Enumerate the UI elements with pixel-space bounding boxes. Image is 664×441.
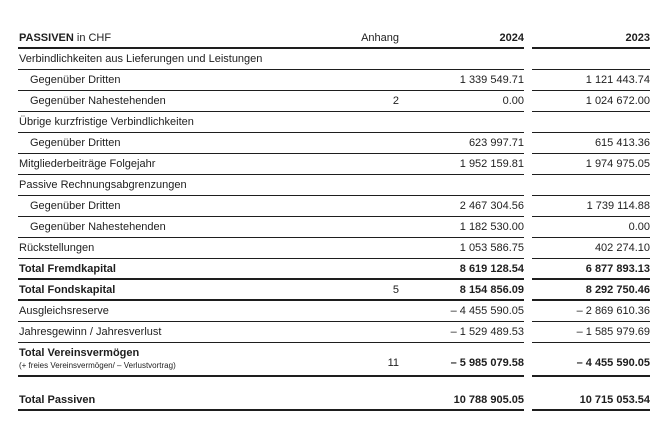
row-label: Gegenüber Nahestehenden — [18, 217, 416, 238]
total-equity-sublabel: (+ freies Vereinsvermögen/ – Verlustvortrag) — [19, 361, 176, 370]
row-label: Total Fondskapital — [18, 280, 416, 301]
year-2024-header: 2024 — [408, 28, 524, 49]
total-row — [18, 259, 650, 280]
value-2023: 0.00 — [532, 217, 650, 238]
value-2023: 1 739 114.88 — [532, 196, 650, 217]
table-row — [18, 49, 650, 70]
value-2024 — [408, 112, 524, 133]
table-row — [18, 175, 650, 196]
table-row — [18, 112, 650, 133]
value-2024: 10 788 905.05 — [408, 390, 524, 411]
value-2023: 1 974 975.05 — [532, 154, 650, 175]
row-label: Rückstellungen — [18, 238, 416, 259]
value-2023: 8 292 750.46 — [532, 280, 650, 301]
table-row — [18, 322, 650, 343]
row-label: Gegenüber Dritten — [18, 70, 416, 91]
value-2023: – 2 869 610.36 — [532, 301, 650, 322]
note-reference: 2 — [392, 95, 399, 107]
value-2023: – 1 585 979.69 — [532, 322, 650, 343]
table-row — [18, 301, 650, 322]
value-2024: – 1 529 489.53 — [408, 322, 524, 343]
value-2023: 1 121 443.74 — [532, 70, 650, 91]
total-equity-label: Total Vereinsvermögen — [19, 347, 140, 359]
table-row — [18, 217, 650, 238]
value-2023: 402 274.10 — [532, 238, 650, 259]
row-label: Verbindlichkeiten aus Lieferungen und Leistungen — [18, 49, 416, 70]
value-2024 — [408, 49, 524, 70]
row-label: Total Fremdkapital — [18, 259, 416, 280]
value-2024: 8 154 856.09 — [408, 280, 524, 301]
value-2023: 6 877 893.13 — [532, 259, 650, 280]
value-2024: – 5 985 079.58 — [408, 343, 524, 377]
year-2023-header: 2023 — [532, 28, 650, 49]
table-row — [18, 238, 650, 259]
value-2023: 1 024 672.00 — [532, 91, 650, 112]
row-label: Passive Rechnungsabgrenzungen — [18, 175, 416, 196]
row-label: Mitgliederbeiträge Folgejahr — [18, 154, 416, 175]
note-reference: 11 — [387, 357, 399, 369]
value-2024: 2 467 304.56 — [408, 196, 524, 217]
total-row — [18, 280, 650, 301]
value-2023: 615 413.36 — [532, 133, 650, 154]
note-column-header: Anhang — [361, 32, 399, 44]
table-row — [18, 154, 650, 175]
balance-sheet-liabilities — [18, 28, 650, 411]
table-row — [18, 196, 650, 217]
value-2024: 1 952 159.81 — [408, 154, 524, 175]
value-2023 — [532, 49, 650, 70]
row-label: Jahresgewinn / Jahresverlust — [18, 322, 416, 343]
value-2024 — [408, 175, 524, 196]
table-row — [18, 70, 650, 91]
value-2024: 1 182 530.00 — [408, 217, 524, 238]
value-2024: 0.00 — [408, 91, 524, 112]
spacer — [18, 377, 650, 390]
row-label: Übrige kurzfristige Verbindlichkeiten — [18, 112, 416, 133]
value-2024: 623 997.71 — [408, 133, 524, 154]
table-row — [18, 133, 650, 154]
row-label — [18, 343, 416, 377]
value-2023 — [532, 112, 650, 133]
table-row — [18, 91, 650, 112]
table-title: PASSIVEN in CHF — [18, 28, 416, 49]
value-2024: 1 339 549.71 — [408, 70, 524, 91]
value-2024: – 4 455 590.05 — [408, 301, 524, 322]
value-2023 — [532, 175, 650, 196]
value-2023: 10 715 053.54 — [532, 390, 650, 411]
row-label: Total Passiven — [18, 390, 416, 411]
total-row — [18, 343, 650, 377]
table-header-row — [18, 28, 650, 49]
note-reference: 5 — [392, 284, 399, 296]
row-label: Gegenüber Dritten — [18, 133, 416, 154]
row-label: Gegenüber Nahestehenden — [18, 91, 416, 112]
value-2024: 1 053 586.75 — [408, 238, 524, 259]
value-2024: 8 619 128.54 — [408, 259, 524, 280]
row-label: Gegenüber Dritten — [18, 196, 416, 217]
value-2023: – 4 455 590.05 — [532, 343, 650, 377]
grand-total-row — [18, 390, 650, 411]
row-label: Ausgleichsreserve — [18, 301, 416, 322]
